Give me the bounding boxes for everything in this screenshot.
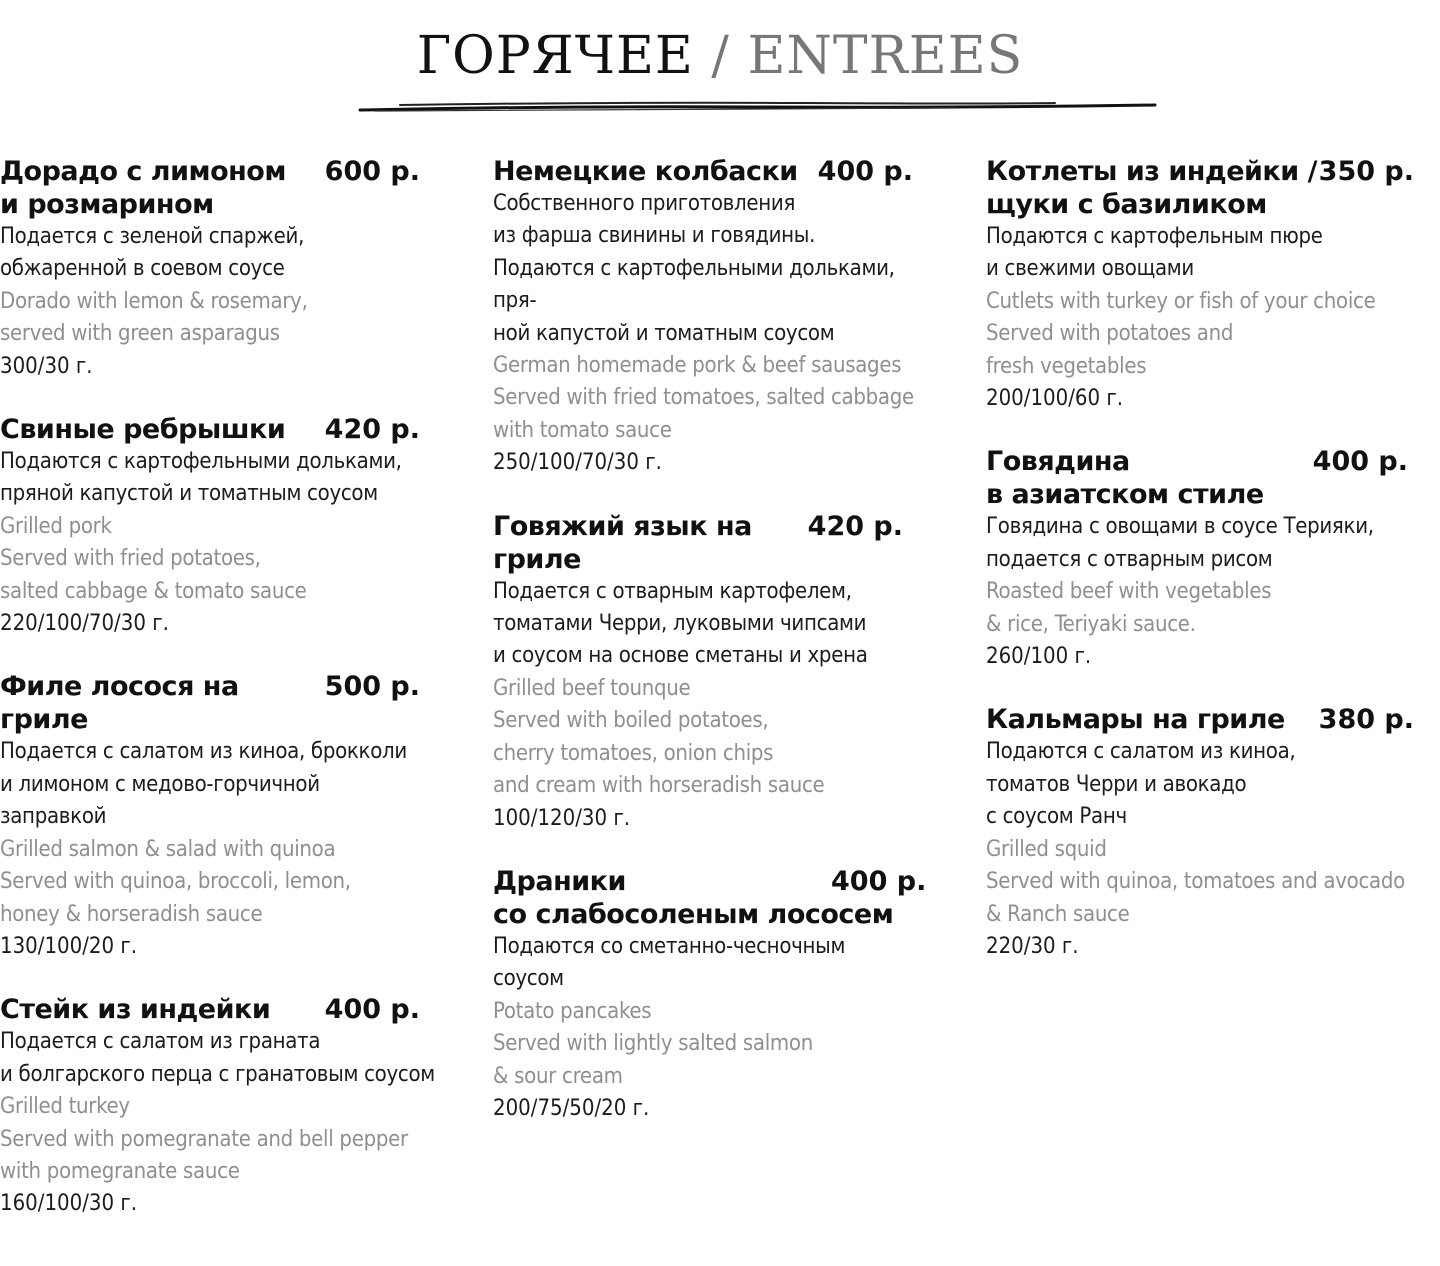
dish-description-en: Grilled salmon & salad with quinoa Served with quinoa, broccoli, lemon, honey & horseradish sauce <box>0 836 351 927</box>
dish-description-en: Grilled pork Served with fried potatoes, salted cabbage & tomato sauce <box>0 513 307 604</box>
dish-description-ru: Подается с отварным картофелем, томатами Черри, луковыми чипсами и соусом на основе сметаны и хрена <box>493 578 868 669</box>
dish-name: Дорадо с лимоном и розмарином <box>0 156 286 220</box>
dish-weight: 130/100/20 г. <box>0 933 138 959</box>
dish-description-ru: Подается с салатом из киноа, брокколи и лимоном с медово-горчичной заправкой <box>0 739 407 830</box>
dish-weight: 250/100/70/30 г. <box>493 450 662 476</box>
dish-weight: 300/30 г. <box>0 353 93 379</box>
menu-item <box>493 155 933 480</box>
dish-description-en: German homemade pork & beef sausages Served with fried tomatoes, salted cabbage with tomato sauce <box>493 353 914 443</box>
dish-weight: 220/100/70/30 г. <box>0 611 169 637</box>
dish-description-en: Grilled turkey Served with pomegranate and bell pepper with pomegranate sauce <box>0 1094 408 1184</box>
dish-description-ru: Говядина с овощами в соусе Терияки, подается с отварным рисом <box>986 514 1374 572</box>
menu-item <box>493 510 933 835</box>
menu-column-3 <box>986 155 1414 993</box>
dish-description-en: Grilled squid Served with quinoa, tomatoes and avocado & Ranch sauce <box>986 836 1405 927</box>
dish-price: 420 р. <box>807 510 903 542</box>
dish-weight: 100/120/30 г. <box>493 805 631 831</box>
menu-column-1 <box>0 155 440 1251</box>
dish-description-en: Potato pancakes Served with lightly salted salmon & sour cream <box>493 998 813 1089</box>
menu-column-2 <box>493 155 933 1155</box>
dish-name: Котлеты из индейки / щуки с базиликом <box>986 156 1317 220</box>
dish-price: 400 р. <box>1312 446 1408 478</box>
menu-item <box>493 865 933 1125</box>
dish-description-en: Cutlets with turkey or fish of your choice Served with potatoes and fresh vegetables <box>986 288 1376 379</box>
dish-price: 500 р. <box>324 671 420 703</box>
dish-price: 400 р. <box>324 994 420 1026</box>
dish-name: Кальмары на гриле <box>986 704 1285 736</box>
dish-name: Филе лосося на гриле <box>0 671 239 736</box>
dish-weight: 200/100/60 г. <box>986 386 1124 412</box>
dish-name: Драники со слабосоленым лососем <box>493 865 894 930</box>
dish-weight: 200/75/50/20 г. <box>493 1095 650 1121</box>
dish-price: 420 р. <box>324 414 420 446</box>
dish-weight: 220/30 г. <box>986 933 1079 959</box>
menu-item <box>0 413 440 640</box>
dish-description-ru: Подается с салатом из граната и болгарского перца с гранатовым соусом <box>0 1029 435 1087</box>
dish-description-ru: Подаются с картофельными дольками, пряной капустой и томатным соусом <box>0 449 402 507</box>
menu-item <box>0 993 440 1220</box>
menu-item <box>0 155 440 383</box>
dish-price: 380 р. <box>1318 704 1414 736</box>
dish-description-en: Roasted beef with vegetables & rice, Teriyaki sauce. <box>986 579 1272 637</box>
dish-price: 400 р. <box>817 156 913 187</box>
dish-description-ru: Подается с зеленой спаржей, обжаренной в соевом соусе <box>0 224 305 282</box>
dish-description-ru: Подаются с картофельным пюре и свежими овощами <box>986 224 1323 282</box>
dish-weight: 160/100/30 г. <box>0 1191 138 1217</box>
title-ru: ГОРЯЧЕЕ <box>416 26 694 86</box>
dish-description-ru: Собственного приготовления из фарша свинины и говядины. Подаются с картофельными дольками, пря- ной капустой и томатным соусом <box>493 191 895 346</box>
dish-price: 600 р. <box>324 156 420 187</box>
title-separator: / <box>711 26 730 86</box>
page-title <box>0 24 1440 88</box>
dish-description-ru: Подаются с салатом из киноа, томатов Черри и авокадо с соусом Ранч <box>986 739 1296 830</box>
dish-price: 350 р. <box>1318 156 1414 187</box>
title-en: ENTREES <box>747 26 1024 86</box>
title-brush-underline <box>355 96 1160 116</box>
dish-name: Немецкие колбаски <box>493 156 798 187</box>
menu-item <box>986 703 1414 963</box>
dish-description-en: Dorado with lemon & rosemary, served with green asparagus <box>0 288 308 347</box>
menu-item <box>986 155 1414 415</box>
dish-description-en: Grilled beef tounque Served with boiled potatoes, cherry tomatoes, onion chips and cream with horseradish sauce <box>493 675 825 799</box>
dish-description-ru: Подаются со сметанно-чесночным соусом <box>493 933 846 992</box>
dish-weight: 260/100 г. <box>986 644 1092 670</box>
dish-name: Стейк из индейки <box>0 994 271 1026</box>
dish-name: Говяжий язык на гриле <box>493 510 752 575</box>
dish-name: Говядина в азиатском стиле <box>986 446 1264 511</box>
dish-price: 400 р. <box>831 865 927 897</box>
menu-item <box>986 445 1414 673</box>
menu-item <box>0 670 440 963</box>
dish-name: Свиные ребрышки <box>0 414 286 446</box>
